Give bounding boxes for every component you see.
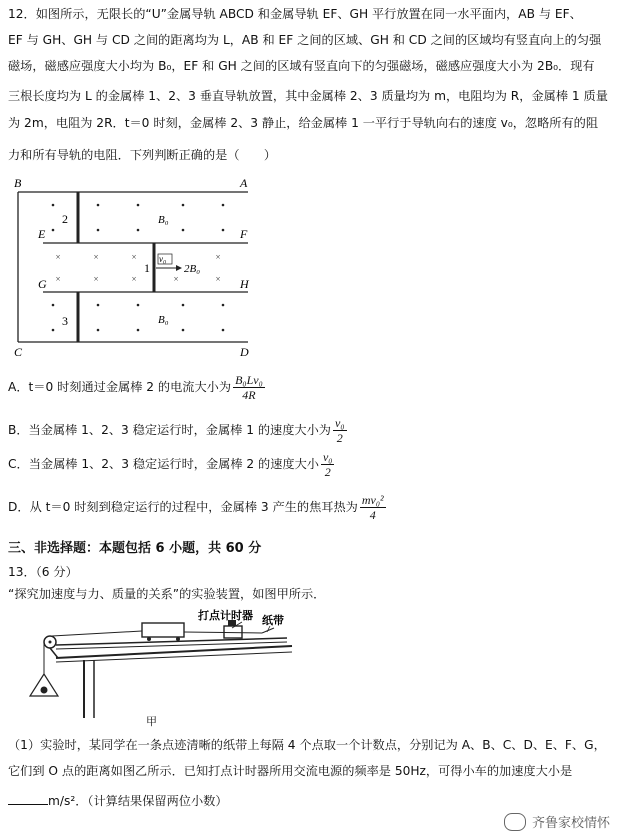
q12-line-6: 力和所有导轨的电阻．下列判断正确的是（ ）	[8, 148, 277, 162]
timer-label: 打点计时器	[198, 610, 253, 622]
q12-line-3: 磁场，磁感应强度大小均为 B₀，EF 和 GH 之间的区域有竖直向下的匀强磁场，磁感应强度大小为 2B₀．现有	[8, 59, 595, 73]
label-B: B	[14, 176, 22, 190]
velocity-label: v₀	[159, 254, 167, 264]
answer-blank	[8, 792, 48, 805]
svg-text:×: ×	[131, 252, 137, 262]
q13-head: 13．（6 分）	[8, 565, 78, 579]
q13-p1: （1）实验时，某同学在一条点迹清晰的纸带上每隔 4 个点取一个计数点，分别记为 A、B、C、D、E、F、G，	[8, 738, 606, 752]
q12-line-5: 为 2m，电阻为 2R．t＝0 时刻，金属棒 2、3 静止，给金属棒 1 一平行于导轨向右的速度 v₀，忽略所有的阻	[8, 116, 599, 130]
label-D: D	[240, 345, 249, 359]
svg-text:×: ×	[215, 274, 221, 284]
tape-label: 纸带	[262, 615, 284, 627]
field-top-label: B₀	[158, 214, 169, 226]
option-c: C．当金属棒 1、2、3 稳定运行时，金属棒 2 的速度大小 $\frac{\text{v₀}}{2}$	[8, 450, 333, 479]
field-bottom-label: B₀	[158, 314, 169, 326]
q12-line-2: EF 与 GH、GH 与 CD 之间的距离均为 L，AB 和 EF 之间的区域、GH 和 CD 之间的区域均有竖直向上的匀强	[8, 33, 602, 47]
apparatus-figure	[12, 608, 312, 728]
section-heading: 三、非选择题：本题包括 6 小题，共 60 分	[8, 541, 262, 556]
label-C: C	[14, 345, 23, 359]
option-a: A．t＝0 时刻通过金属棒 2 的电流大小为 $\frac{\text{B₀Lv₀}}{4R}$	[8, 373, 263, 402]
svg-text:×: ×	[173, 274, 179, 284]
wechat-icon	[504, 813, 526, 831]
label-F: F	[240, 227, 248, 241]
label-A: A	[240, 176, 248, 190]
svg-text:×: ×	[131, 274, 137, 284]
option-d: D．从 t＝0 时刻到稳定运行的过程中，金属棒 3 产生的焦耳热为 $\frac{\text{mv₀²}}{4}$	[8, 493, 384, 522]
rod-2-label: 2	[62, 212, 68, 226]
watermark: 齐鲁家校情怀	[504, 812, 610, 831]
svg-text:×: ×	[55, 252, 61, 262]
q13-p2: 它们到 O 点的距离如图乙所示．已知打点计时器所用交流电源的频率是 50Hz，可得小车的加速度大小是	[8, 764, 573, 778]
q13-intro: “探究加速度与力、质量的关系”的实验装置，如图甲所示．	[8, 587, 326, 601]
field-mid-label: 2B₀	[184, 263, 201, 275]
svg-text:×: ×	[93, 252, 99, 262]
q12-line-1: 12．如图所示，无限长的“U”金属导轨 ABCD 和金属导轨 EF、GH 平行放置在同一水平面内，AB 与 EF、	[8, 7, 582, 21]
figure-caption: 甲	[146, 715, 157, 728]
rod-1-label: 1	[144, 261, 150, 275]
svg-text:×: ×	[215, 252, 221, 262]
label-G: G	[38, 277, 47, 291]
q12-line-4: 三根长度均为 L 的金属棒 1、2、3 垂直导轨放置，其中金属棒 2、3 质量均为 m，电阻均为 R，金属棒 1 质量	[8, 89, 608, 103]
svg-text:×: ×	[55, 274, 61, 284]
svg-text:×: ×	[93, 274, 99, 284]
option-b: B．当金属棒 1、2、3 稳定运行时，金属棒 1 的速度大小为 $\frac{\text{v₀}}{2}$	[8, 416, 345, 445]
rail-figure	[8, 172, 268, 362]
rod-3-label: 3	[62, 314, 68, 328]
label-H: H	[240, 277, 249, 291]
q13-p3: m/s²．（计算结果保留两位小数）	[8, 792, 228, 809]
label-E: E	[38, 227, 46, 241]
